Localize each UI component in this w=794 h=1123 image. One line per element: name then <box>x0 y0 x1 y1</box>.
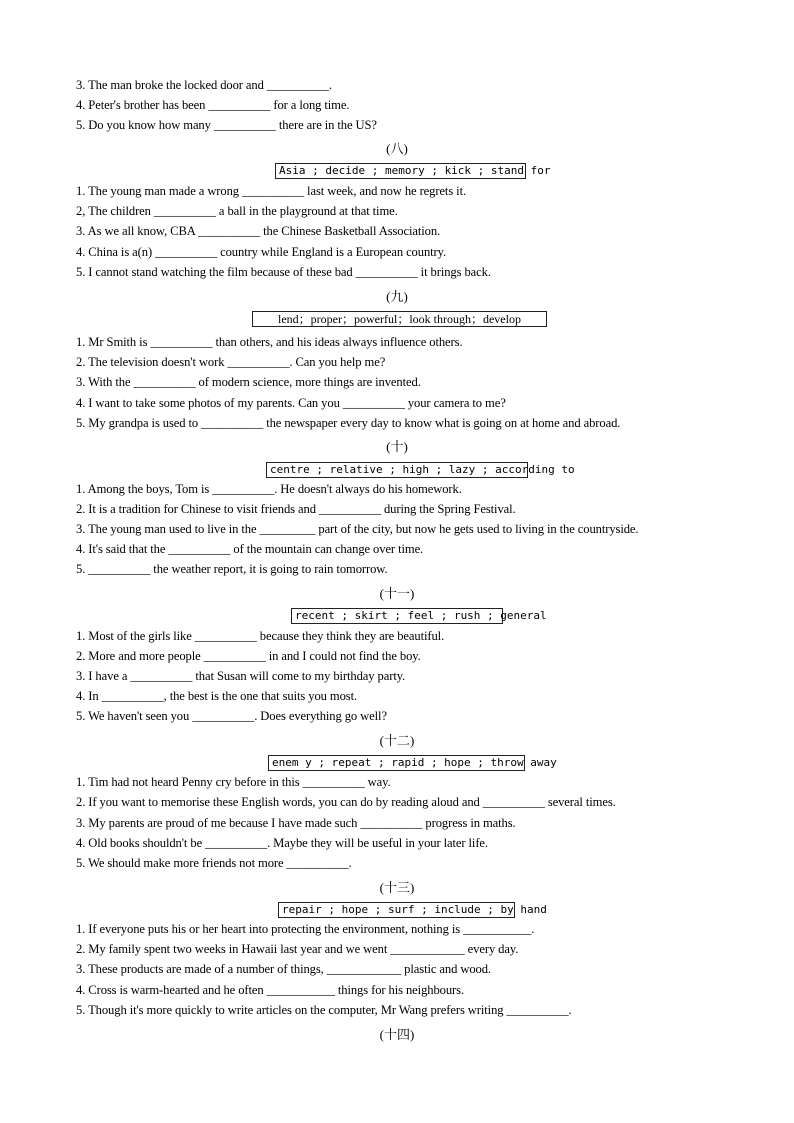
section-heading: (十一) <box>379 586 415 601</box>
section-heading: (十) <box>386 439 408 454</box>
question-line: 2. If you want to memorise these English words, you can do by reading aloud and __________ several times. <box>76 795 616 809</box>
question-line: 3. The man broke the locked door and __________. <box>76 78 332 92</box>
question-line: 3. My parents are proud of me because I have made such __________ progress in maths. <box>76 816 516 830</box>
question-line: 4. China is a(n) __________ country while England is a European country. <box>76 245 447 259</box>
word-bank-box: Asia ; decide ; memory ; kick ; stand for <box>275 163 526 179</box>
question-line: 1. Among the boys, Tom is __________. He doesn't always do his homework. <box>76 482 462 496</box>
question-line: 4. It's said that the __________ of the mountain can change over time. <box>76 542 424 556</box>
question-line: 5. We should make more friends not more __________. <box>76 856 352 870</box>
question-line: 3. As we all know, CBA __________ the Chinese Basketball Association. <box>76 224 441 238</box>
question-line: 3. I have a __________ that Susan will come to my birthday party. <box>76 669 406 683</box>
question-line: 5. Do you know how many __________ there are in the US? <box>76 118 377 132</box>
question-line: 3. The young man used to live in the _________ part of the city, but now he gets used to living in the countryside. <box>76 522 639 536</box>
question-line: 2. It is a tradition for Chinese to visit friends and __________ during the Spring Festival. <box>76 502 516 516</box>
question-line: 5. We haven't seen you __________. Does everything go well? <box>76 709 387 723</box>
question-line: 4. I want to take some photos of my parents. Can you __________ your camera to me? <box>76 396 506 410</box>
question-line: 3. These products are made of a number of things, ____________ plastic and wood. <box>76 962 491 976</box>
question-line: 1. The young man made a wrong __________ last week, and now he regrets it. <box>76 184 467 198</box>
question-line: 1. Tim had not heard Penny cry before in this __________ way. <box>76 775 391 789</box>
word-bank-box: recent ; skirt ; feel ; rush ; general <box>291 608 503 624</box>
question-line: 3. With the __________ of modern science, more things are invented. <box>76 375 421 389</box>
word-bank-box: lend；proper；powerful；look through；develop <box>252 311 547 327</box>
question-line: 2. The television doesn't work __________. Can you help me? <box>76 355 386 369</box>
section-heading: (十三) <box>379 880 415 895</box>
question-line: 4. Old books shouldn't be __________. Maybe they will be useful in your later life. <box>76 836 488 850</box>
question-line: 5. Though it's more quickly to write articles on the computer, Mr Wang prefers writing __________. <box>76 1003 572 1017</box>
question-line: 2. My family spent two weeks in Hawaii last year and we went ____________ every day. <box>76 942 519 956</box>
question-line: 4. Peter's brother has been __________ for a long time. <box>76 98 350 112</box>
question-line: 1. If everyone puts his or her heart into protecting the environment, nothing is ___________. <box>76 922 535 936</box>
question-line: 5. My grandpa is used to __________ the newspaper every day to know what is going on at home and abroad. <box>76 416 621 430</box>
question-line: 2. More and more people __________ in and I could not find the boy. <box>76 649 421 663</box>
question-line: 1. Most of the girls like __________ because they think they are beautiful. <box>76 629 445 643</box>
section-heading: (八) <box>386 141 408 156</box>
word-bank-box: centre ; relative ; high ; lazy ; according to <box>266 462 528 478</box>
question-line: 4. In __________, the best is the one that suits you most. <box>76 689 358 703</box>
question-line: 1. Mr Smith is __________ than others, and his ideas always influence others. <box>76 335 463 349</box>
question-line: 5. __________ the weather report, it is going to rain tomorrow. <box>76 562 388 576</box>
section-heading: (十二) <box>379 733 415 748</box>
question-line: 4. Cross is warm-hearted and he often ___________ things for his neighbours. <box>76 983 464 997</box>
question-line: 5. I cannot stand watching the film because of these bad __________ it brings back. <box>76 265 491 279</box>
word-bank-box: enem y ; repeat ; rapid ; hope ; throw away <box>268 755 525 771</box>
question-line: 2, The children __________ a ball in the playground at that time. <box>76 204 398 218</box>
section-heading: (十四) <box>379 1027 415 1042</box>
section-heading: (九) <box>386 289 408 304</box>
word-bank-box: repair ; hope ; surf ; include ; by hand <box>278 902 515 918</box>
